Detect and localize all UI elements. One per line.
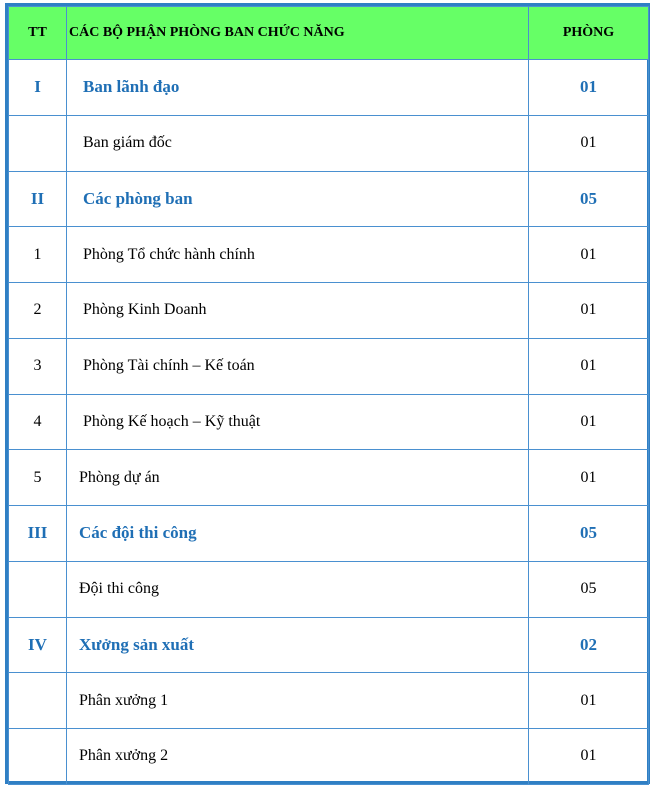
section-row <box>9 617 649 673</box>
row-tt: 1 <box>9 227 67 283</box>
row-name: Phòng Kinh Doanh <box>67 283 529 339</box>
row-name: Ban lãnh đạo <box>67 60 529 116</box>
row-count: 01 <box>529 60 649 116</box>
table-row <box>9 561 649 617</box>
row-name: Các phòng ban <box>67 171 529 227</box>
table-row <box>9 283 649 339</box>
table-row <box>9 673 649 729</box>
row-count: 05 <box>529 506 649 562</box>
table-row <box>9 394 649 450</box>
table-row <box>9 338 649 394</box>
row-count: 01 <box>529 673 649 729</box>
row-tt <box>9 115 67 171</box>
row-tt: 5 <box>9 450 67 506</box>
row-count: 01 <box>529 115 649 171</box>
section-row <box>9 171 649 227</box>
section-row <box>9 60 649 116</box>
row-count: 01 <box>529 394 649 450</box>
row-tt: II <box>9 171 67 227</box>
row-count: 01 <box>529 450 649 506</box>
row-count: 01 <box>529 338 649 394</box>
table-row <box>9 729 649 785</box>
row-name: Phân xưởng 2 <box>67 729 529 785</box>
row-name: Đội thi công <box>67 561 529 617</box>
row-name: Phòng Tổ chức hành chính <box>67 227 529 283</box>
row-name: Ban giám đốc <box>67 115 529 171</box>
table-row <box>9 227 649 283</box>
row-tt: 2 <box>9 283 67 339</box>
row-count: 05 <box>529 171 649 227</box>
row-count: 01 <box>529 227 649 283</box>
departments-table <box>8 6 649 785</box>
row-name: Xưởng sản xuất <box>67 617 529 673</box>
row-name: Phòng dự án <box>67 450 529 506</box>
row-name: Phòng Tài chính – Kế toán <box>67 338 529 394</box>
table-row <box>9 450 649 506</box>
section-row <box>9 506 649 562</box>
row-tt <box>9 561 67 617</box>
row-count: 01 <box>529 283 649 339</box>
row-tt: IV <box>9 617 67 673</box>
row-tt: 3 <box>9 338 67 394</box>
row-tt <box>9 673 67 729</box>
row-tt: 4 <box>9 394 67 450</box>
row-count: 02 <box>529 617 649 673</box>
row-name: Các đội thi công <box>67 506 529 562</box>
row-name: Phòng Kế hoạch – Kỹ thuật <box>67 394 529 450</box>
header-name: CÁC BỘ PHẬN PHÒNG BAN CHỨC NĂNG <box>67 7 529 60</box>
row-count: 05 <box>529 561 649 617</box>
row-name: Phân xưởng 1 <box>67 673 529 729</box>
row-count: 01 <box>529 729 649 785</box>
header-count: PHÒNG <box>529 7 649 60</box>
header-tt: TT <box>9 7 67 60</box>
table-row <box>9 115 649 171</box>
row-tt <box>9 729 67 785</box>
table-header-row <box>9 7 649 60</box>
row-tt: I <box>9 60 67 116</box>
row-tt: III <box>9 506 67 562</box>
